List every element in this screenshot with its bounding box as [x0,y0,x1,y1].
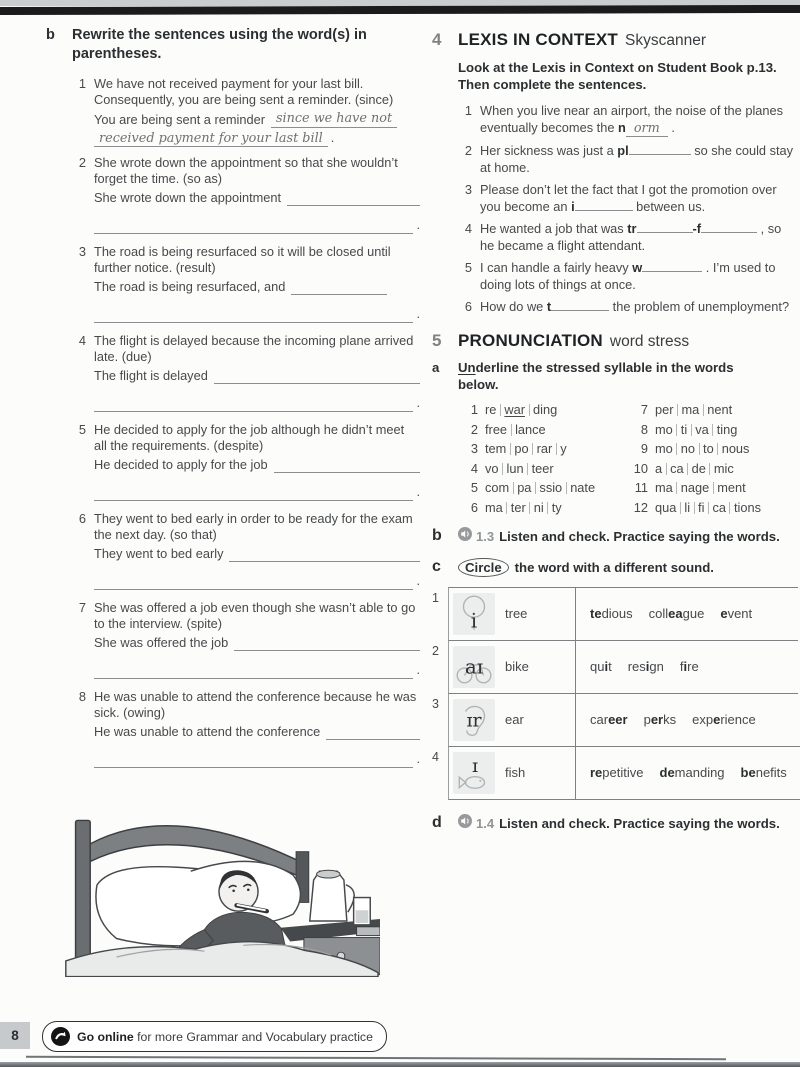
item-text: He wanted a job that was tr -f , so he became a flight attendant. [480,221,782,253]
option-word: benefits [740,765,787,780]
item-stem: They went to bed early [94,546,420,563]
section-title: PRONUNCIATION [458,331,603,350]
lexis-section-header [432,30,798,50]
answer-blank [291,281,387,295]
sound-table-row [432,746,798,800]
word-stress-list [458,402,798,515]
ear-icon [453,699,495,741]
answer-blank [629,143,691,155]
example-word: tree [505,606,528,621]
syllable-divider [703,404,704,416]
syllable-divider [680,502,681,514]
item-text: Please don’t let the fact that I got the promotion over you become an i between us. [480,182,777,214]
word-stress-item [628,441,798,456]
item-number: 2 [470,421,478,437]
word-stress-item [628,480,798,495]
syllable-divider [712,424,713,436]
exercise-b-item [46,689,420,771]
exercise-b-item [46,422,420,504]
answer-blank [274,459,420,473]
circled-word: Circle [458,558,509,577]
item-number: 4 [470,460,478,476]
item-prompt: The flight is delayed because the incoming plane arrived late. (due) [94,332,414,365]
example-word: ear [505,712,524,727]
pron-b-letter: b [432,527,442,544]
syllable-divider [676,424,677,436]
tree-icon [453,593,495,635]
answer-blank [94,220,413,234]
syllable-divider [713,482,714,494]
item-prompt: He decided to apply for the job although he didn’t meet all the requirements. (despite) [94,421,405,454]
right-column [432,30,798,843]
answer-blank [94,576,413,590]
item-number: 3 [78,243,86,259]
pron-b-text: Listen and check. Practice saying the words. [499,528,780,544]
example-word: bike [505,659,529,674]
item-number: 9 [640,441,648,456]
item-stem: The flight is delayed [94,368,420,385]
exercise-b-item [46,155,420,237]
syllable-divider [556,443,557,455]
item-number: 2 [464,143,472,158]
section-number: 4 [432,30,442,49]
item-number: 5 [464,260,472,275]
item-number: 3 [470,441,478,456]
syllable-divider [506,502,507,514]
syllable-divider [691,424,692,436]
lexis-item [458,220,798,254]
pron-c-text: the word with a different sound. [514,559,714,575]
answer-blank [229,548,420,562]
item-prompt: The road is being resurfaced so it will be closed until further notice. (result) [94,243,391,276]
row-number: 4 [432,749,439,764]
item-number: 1 [470,402,478,417]
syllable-divider [513,482,514,494]
option-word: experience [692,712,756,727]
item-number: 7 [640,402,648,417]
syllable-divider [699,443,700,455]
word-stress-item [458,422,628,437]
item-text: I can handle a fairly heavy w . I’m used to doing lots of things at once. [480,260,776,292]
go-online-rest: for more Grammar and Vocabulary practice [137,1029,373,1044]
sick-man-illustration [58,781,420,982]
option-word: career [590,712,628,727]
syllable-word: a ca de mic [655,460,734,476]
lexis-items [432,102,798,315]
syllable-divider [566,482,567,494]
item-number: 4 [464,221,472,236]
different-sound-table [432,587,798,800]
handwritten-answer: orm [626,121,668,137]
syllable-word: mo no to nous [655,441,750,456]
sound-table-row [432,693,798,746]
syllable-divider [694,502,695,514]
exercise-b-item [46,244,420,326]
option-words [576,694,798,746]
answer-blank [701,221,757,233]
audio-track-number: 1.4 [476,815,495,831]
item-number: 6 [470,499,478,515]
item-number: 12 [633,499,648,515]
option-word: fire [679,659,699,674]
option-word: event [720,606,753,621]
item-text: When you live near an airport, the noise of the planes eventually becomes the n orm . [480,103,784,136]
syllable-word: re war ding [485,402,558,417]
lexis-item [458,259,798,293]
item-prompt: He was unable to attend the conference because he was sick. (owing) [94,688,417,721]
answer-blank-line: . [94,751,420,768]
pron-d-text: Listen and check. Practice saying the words. [499,815,780,831]
answer-blank [551,299,609,311]
pron-d-line [432,814,798,833]
go-online-banner [42,1021,387,1052]
left-column [46,26,420,982]
answer-blank-line: . [94,395,420,412]
item-number: 3 [464,182,472,197]
row-number: 1 [432,590,439,605]
audio-speaker-icon [458,814,472,833]
syllable-word: mo ti va ting [655,421,738,437]
lexis-item [458,142,798,176]
lexis-item [458,102,798,137]
page-top-rule [0,5,800,15]
syllable-divider [687,463,688,475]
syllable-divider [502,463,503,475]
sound-table-row [432,587,798,640]
syllable-word: ma ter ni ty [485,499,562,515]
option-word: resign [627,659,664,674]
underlined-word-part: Un [458,360,476,375]
option-word: quit [590,659,612,674]
page-number: 8 [0,1022,30,1049]
answer-blank [287,192,420,206]
answer-blank [94,665,413,679]
syllable-word: free lance [485,421,546,437]
answer-blank [94,487,413,501]
answer-blank [642,260,702,272]
answer-blank-line: . [94,217,420,234]
item-number: 4 [78,332,86,348]
sound-table-row [432,640,798,693]
word-stress-item [458,461,628,476]
exercise-b-item [46,76,420,148]
item-stem: He was unable to attend the conference [94,724,420,741]
syllable-divider [532,443,533,455]
syllable-divider [529,404,530,416]
option-word: repetitive [590,765,644,780]
syllable-divider [708,502,709,514]
item-prompt: They went to bed early in order to be ready for the exam the next day. (so that) [94,510,413,543]
word-stress-item [628,422,798,437]
answer-blank [326,726,420,740]
item-number: 6 [464,299,472,314]
item-prompt: She was offered a job even though she wasn’t able to go to the interview. (spite) [94,599,416,632]
syllable-word: qua li fi ca tions [655,499,761,515]
item-text: How do we t the problem of unemployment? [480,299,790,314]
word-stress-item [628,500,798,515]
option-word: tedious [590,606,633,621]
section-subtitle: Skyscanner [625,32,706,49]
exercise-b-item [46,333,420,415]
syllable-divider [547,502,548,514]
lexis-item [458,298,798,315]
item-number: 11 [634,480,648,495]
answer-blank [94,309,413,323]
bike-icon [453,646,495,688]
sick-man-in-bed-drawing [58,781,380,977]
go-online-arrow-icon [51,1027,70,1046]
syllable-word: per ma nent [655,402,733,417]
option-word: demanding [659,765,725,780]
exercise-b-heading: Rewrite the sentences using the word(s) in parentheses. [72,27,367,62]
example-word: fish [505,765,526,780]
lexis-instructions: Look at the Lexis in Context on Student Book p.13. Then complete the sentences. [458,60,777,92]
answer-blank [575,199,633,211]
word-stress-item [458,441,628,456]
handwritten-answer-line2: received payment for your last bill . [94,130,420,148]
scan-bottom-shadow [26,1056,726,1060]
item-number: 6 [78,510,86,526]
syllable-divider [677,404,678,416]
syllable-divider [535,482,536,494]
syllable-word: tem po rar y [485,441,567,456]
pron-b-line [432,527,798,546]
row-number: 2 [432,643,439,658]
svg-text:ɪr: ɪr [466,708,482,731]
answer-blank-line: . [94,573,420,590]
item-number: 1 [464,103,472,118]
row-number: 3 [432,696,439,711]
item-prompt: She wrote down the appointment so that she wouldn’t forget the time. (so as) [94,154,398,187]
exercise-b-items [46,76,420,771]
item-number: 5 [470,480,478,495]
section-title: LEXIS IN CONTEXT [458,30,618,49]
item-number: 8 [78,688,86,704]
exercise-b-letter: b [46,27,55,43]
syllable-divider [510,443,511,455]
syllable-divider [666,463,667,475]
syllable-divider [527,463,528,475]
word-stress-item [458,402,628,417]
option-word: perks [643,712,677,727]
answer-blank [637,221,693,233]
syllable-divider [676,443,677,455]
exercise-b-header [46,26,420,64]
answer-blank [214,370,420,384]
item-number: 2 [78,154,86,170]
exercise-b-item [46,511,420,593]
item-stem: He decided to apply for the job [94,457,420,474]
item-stem: She was offered the job [94,635,420,652]
answer-blank [94,754,413,768]
item-number: 7 [78,599,86,615]
item-number: 10 [633,460,648,476]
word-stress-item [628,461,798,476]
pron-c-letter: c [432,558,441,575]
go-online-label: Go online [77,1029,134,1044]
pron-a-letter: a [432,360,440,375]
fish-icon [453,752,495,794]
option-words [576,641,798,693]
syllable-divider [500,404,501,416]
item-stem: You are being sent a reminder since we have not [94,111,420,129]
svg-text:ɪ: ɪ [472,754,479,777]
syllable-word: com pa ssio nate [485,480,596,495]
pron-d-letter: d [432,814,442,831]
answer-blank [94,398,413,412]
option-word: colleague [648,606,705,621]
pron-a-text: derline the stressed syllable in the words below. [458,360,734,392]
svg-text:aɪ: aɪ [464,653,484,678]
section-subtitle: word stress [609,333,690,350]
option-words [576,588,798,640]
answer-blank-line: . [94,484,420,501]
syllable-divider [529,502,530,514]
audio-speaker-icon [458,527,472,546]
pron-section-header [432,331,798,351]
audio-track-number: 1.3 [476,528,495,544]
answer-blank [234,637,420,651]
syllable-word: ma nage ment [655,480,746,495]
lexis-item [458,181,798,215]
syllable-divider [511,424,512,436]
syllable-divider [676,482,677,494]
item-text: Her sickness was just a pl so she could stay at home. [480,143,794,175]
handwritten-answer: since we have not [271,111,397,129]
syllable-divider [729,502,730,514]
item-number: 1 [78,75,86,91]
word-stress-item [458,480,628,495]
scan-bottom-edge [0,1062,800,1067]
svg-text:i: i [470,608,478,633]
item-prompt: We have not received payment for your last bill. Consequently, you are being sent a reminder. (since) [94,75,394,108]
item-number: 5 [78,421,86,437]
answer-blank-line: . [94,306,420,323]
option-words [576,747,800,799]
syllable-divider [717,443,718,455]
word-stress-item [628,402,798,417]
syllable-divider [709,463,710,475]
exercise-b-item [46,600,420,682]
syllable-word: vo lun teer [485,460,554,476]
section-number: 5 [432,331,442,350]
pron-c-line [432,558,798,577]
word-stress-item [458,500,628,515]
pron-a-heading [432,360,798,393]
item-stem: The road is being resurfaced, and [94,279,420,296]
answer-blank-line: . [94,662,420,679]
item-stem: She wrote down the appointment [94,190,420,207]
item-number: 8 [640,421,648,437]
